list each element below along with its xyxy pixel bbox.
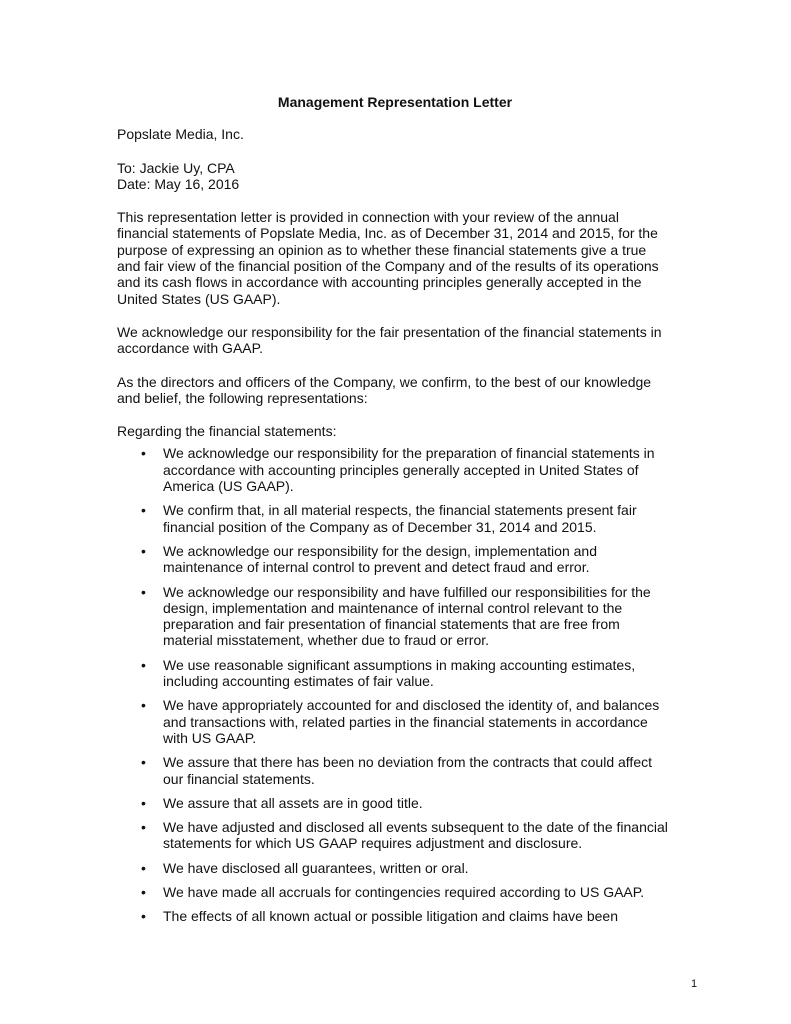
responsibility-paragraph: We acknowledge our responsibility for the fair presentation of the financial statements in accordance with GAAP. <box>117 323 662 357</box>
bullet-icon: • <box>141 883 146 900</box>
list-item-text: We use reasonable significant assumptions in making accounting estimates, including accounting estimates of fair value. <box>163 656 636 690</box>
list-item <box>117 657 673 690</box>
intro-paragraph: This representation letter is provided in connection with your review of the annual financial statements of Popslate Media, Inc. as of December 31, 2014 and 2015, for the purpose of expressing an opinion as to whether these financial statements give a true and fair view of the financial position of the Company and of the results of its operations and its cash flows in accordance with accounting principles generally accepted in the United States (US GAAP). <box>117 209 659 307</box>
list-item <box>117 697 673 746</box>
bullet-icon: • <box>141 656 146 673</box>
bullet-icon: • <box>141 697 146 714</box>
list-item-text: We confirm that, in all material respects, the financial statements present fair financial position of the Company as of December 31, 2014 and 2015. <box>163 502 637 535</box>
list-item-text: The effects of all known actual or possible litigation and claims have been <box>163 908 619 925</box>
bullet-icon: • <box>141 583 146 600</box>
bullet-icon: • <box>141 794 146 811</box>
bullet-icon: • <box>141 819 146 836</box>
list-item <box>117 543 673 576</box>
list-item <box>117 884 673 900</box>
list-item-text: We have disclosed all guarantees, written or oral. <box>163 859 469 876</box>
bullet-icon: • <box>141 908 146 925</box>
list-item-text: We acknowledge our responsibility and have fulfilled our responsibilities for the design, implementation and maintenance of internal control relevant to the preparation and fair presentation of financial statements that are free from material misstatement, whether due to fraud or error. <box>163 583 651 649</box>
list-item-text: We have appropriately accounted for and disclosed the identity of, and balances and transactions with, related parties in the financial statements in accordance with US GAAP. <box>163 697 660 746</box>
list-item-text: We have made all accruals for contingencies required according to US GAAP. <box>163 883 645 900</box>
recipient-line: To: Jackie Uy, CPA <box>117 159 235 176</box>
letter-page <box>117 94 673 933</box>
page-number: 1 <box>691 978 698 990</box>
date-line: Date: May 16, 2016 <box>117 175 240 192</box>
bullet-icon: • <box>141 445 146 462</box>
list-item <box>117 860 673 876</box>
list-item <box>117 445 673 494</box>
bullet-icon: • <box>141 502 146 519</box>
list-item-text: We assure that all assets are in good title. <box>163 794 423 811</box>
bullet-icon: • <box>141 542 146 559</box>
list-item <box>117 584 673 649</box>
list-item-text: We acknowledge our responsibility for the preparation of financial statements in accordance with accounting principles generally accepted in United States of America (US GAAP). <box>163 445 655 495</box>
confirmation-paragraph: As the directors and officers of the Company, we confirm, to the best of our knowledge and belief, the following representations: <box>117 373 652 406</box>
list-item <box>117 795 673 811</box>
representations-list <box>117 445 673 924</box>
list-item <box>117 502 673 535</box>
list-item-text: We have adjusted and disclosed all events subsequent to the date of the financial statements for which US GAAP requires adjustment and disclosure. <box>163 819 668 852</box>
company-name: Popslate Media, Inc. <box>117 126 244 143</box>
list-item-text: We assure that there has been no deviation from the contracts that could affect our financial statements. <box>163 754 652 787</box>
list-item-text: We acknowledge our responsibility for the design, implementation and maintenance of internal control to prevent and detect fraud and error. <box>163 542 597 576</box>
list-item <box>117 754 673 787</box>
document-title: Management Representation Letter <box>277 94 513 110</box>
section-heading: Regarding the financial statements: <box>117 423 337 440</box>
list-item <box>117 819 673 852</box>
list-item <box>117 908 673 924</box>
bullet-icon: • <box>141 754 146 771</box>
bullet-icon: • <box>141 859 146 876</box>
